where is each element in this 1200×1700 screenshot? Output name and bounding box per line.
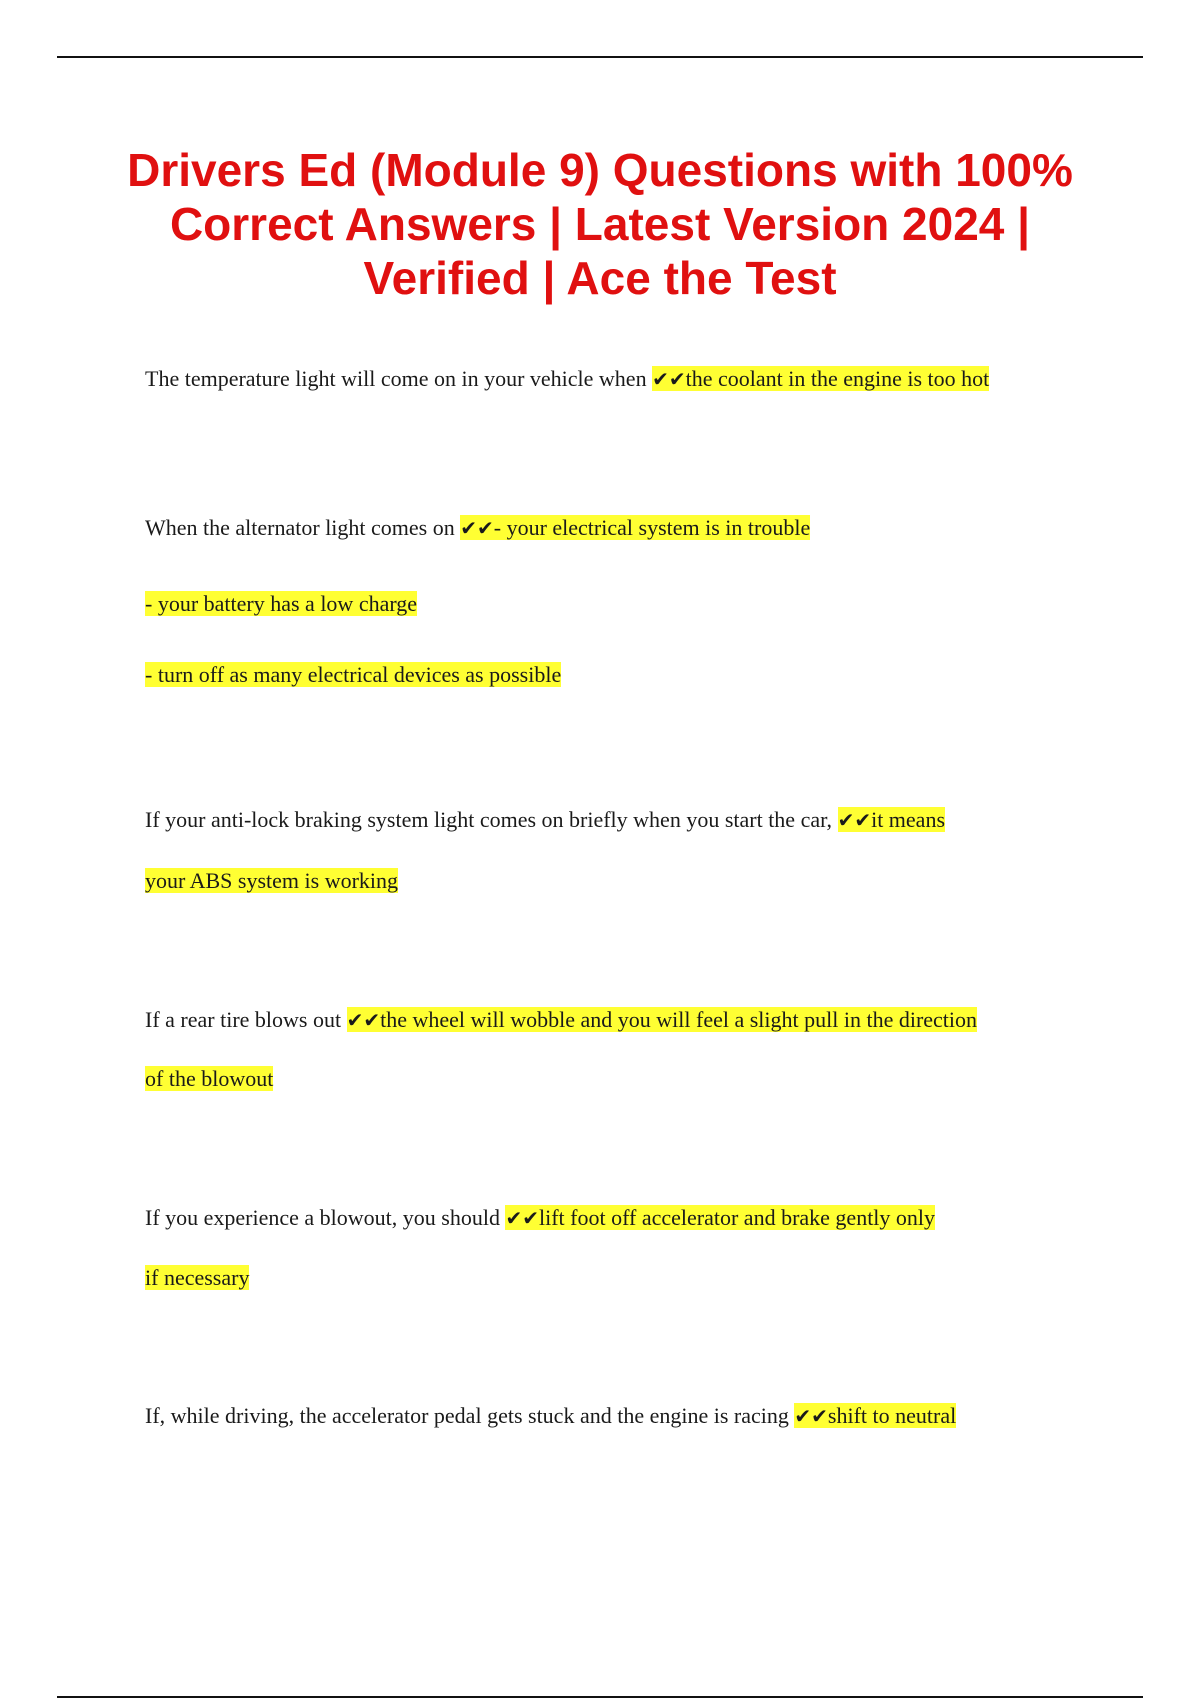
qa-item: [145, 1203, 1080, 1233]
qa-item: [145, 513, 1080, 543]
qa-line: [145, 1401, 1080, 1431]
answer-text: - your electrical system is in trouble: [493, 515, 811, 540]
document-title: Drivers Ed (Module 9) Questions with 100% Correct Answers | Latest Version 2024 | Verified | Ace the Test: [127, 144, 1073, 304]
qa-item: [145, 364, 1080, 394]
answer-text: of the blowout: [145, 1066, 274, 1091]
check-mark-icon: ✔✔: [460, 516, 494, 540]
question-text: If your anti-lock braking system light comes on briefly when you start the car,: [145, 807, 833, 832]
qa-line: [145, 866, 1080, 896]
top-rule: [57, 56, 1143, 58]
question-text: If a rear tire blows out: [145, 1007, 342, 1032]
check-mark-icon: ✔✔: [794, 1404, 828, 1428]
qa-line: [145, 513, 1080, 543]
question-text: If, while driving, the accelerator pedal gets stuck and the engine is racing: [145, 1403, 789, 1428]
answer-text: the wheel will wobble and you will feel a slight pull in the direction: [380, 1007, 978, 1032]
question-text: When the alternator light comes on: [145, 515, 455, 540]
qa-line: [145, 1263, 1080, 1293]
answer-highlight: [838, 807, 945, 832]
check-mark-icon: ✔✔: [652, 367, 686, 391]
check-mark-icon: ✔✔: [346, 1008, 381, 1032]
qa-line: [145, 1005, 1080, 1035]
answer-highlight: [347, 1007, 977, 1032]
check-mark-icon: ✔✔: [505, 1206, 539, 1230]
answer-text: the coolant in the engine is too hot: [685, 366, 990, 391]
qa-item: [145, 805, 1080, 835]
answer-text: - turn off as many electrical devices as possible: [145, 662, 562, 687]
check-mark-icon: ✔✔: [837, 808, 872, 832]
bottom-rule: [57, 1696, 1143, 1698]
qa-item: [145, 1401, 1080, 1431]
answer-highlight: [652, 366, 989, 391]
answer-highlight: [794, 1403, 956, 1428]
qa-line: [145, 1203, 1080, 1233]
answer-text: it means: [871, 807, 946, 832]
qa-item: [145, 1005, 1080, 1035]
qa-line: [145, 805, 1080, 835]
answer-highlight: [505, 1205, 935, 1230]
answer-text: - your battery has a low charge: [145, 591, 418, 616]
answer-text: if necessary: [145, 1265, 250, 1290]
qa-line: [145, 364, 1080, 394]
answer-highlight: [460, 515, 810, 540]
answer-text: lift foot off accelerator and brake gently only: [538, 1205, 936, 1230]
question-text: If you experience a blowout, you should: [145, 1205, 500, 1230]
qa-line: [145, 589, 1080, 619]
qa-line: [145, 660, 1080, 690]
answer-text: shift to neutral: [827, 1403, 957, 1428]
answer-text: your ABS system is working: [145, 868, 399, 893]
question-text: The temperature light will come on in your vehicle when: [145, 366, 647, 391]
qa-line: [145, 1064, 1080, 1094]
